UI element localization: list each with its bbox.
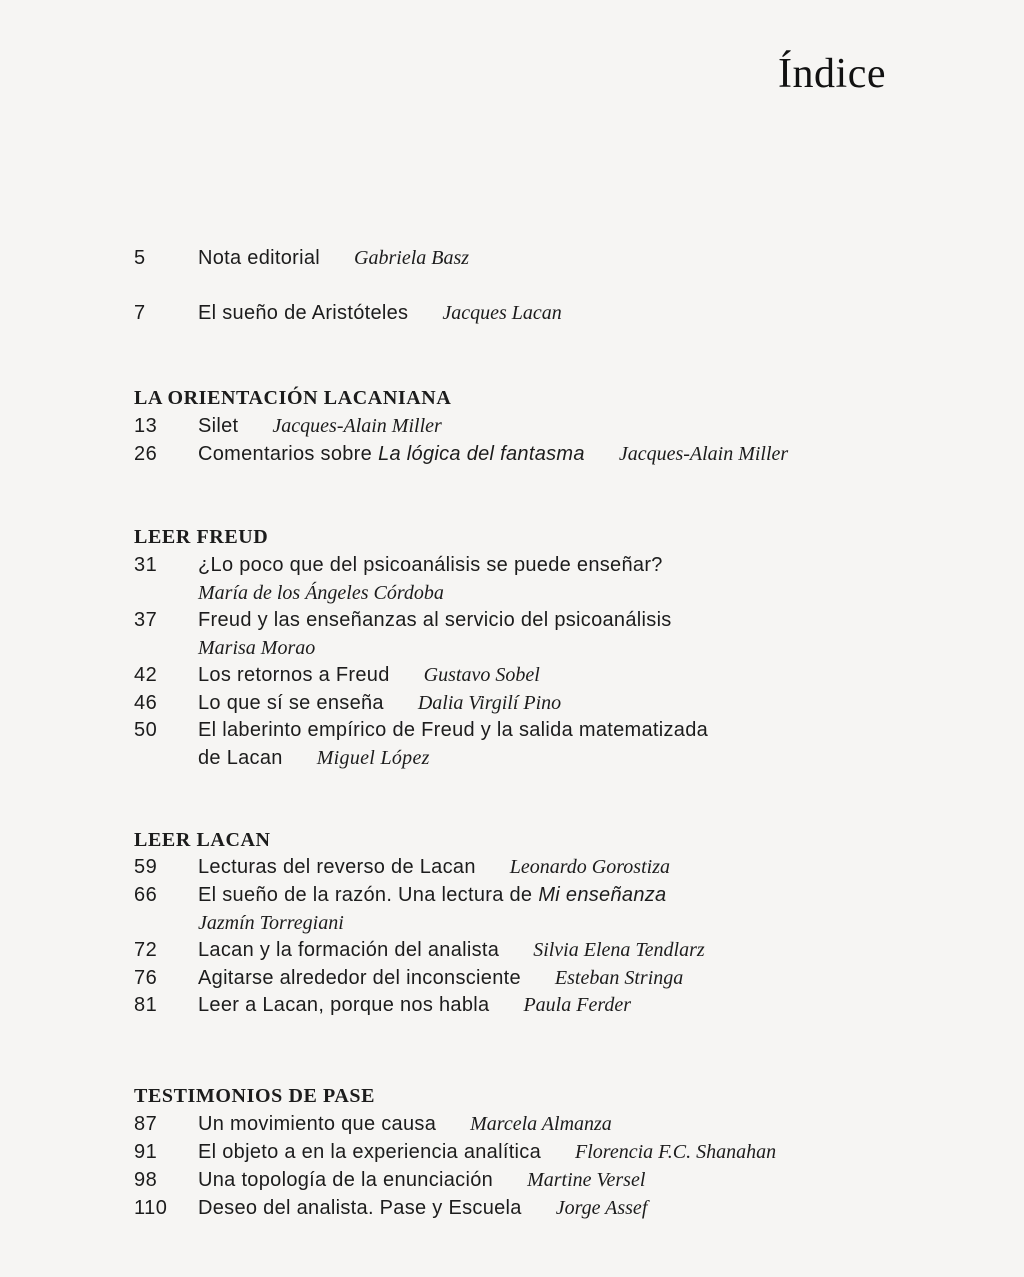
entry-title-italic: Mi enseñanza	[538, 884, 667, 906]
page-number: 46	[134, 692, 158, 714]
entry-author: Gustavo Sobel	[423, 664, 540, 686]
entry-author: Marcela Almanza	[470, 1113, 612, 1135]
entry-title: El sueño de la razón. Una lectura de	[198, 884, 533, 906]
entry-author: María de los Ángeles Córdoba	[198, 582, 444, 604]
toc-entry	[134, 716, 708, 744]
entry-title: Lacan y la formación del analista	[198, 939, 500, 961]
section-heading-leer-freud: LEER FREUD	[134, 526, 269, 548]
toc-entry	[134, 412, 442, 440]
section-heading-orientacion: LA ORIENTACIÓN LACANIANA	[134, 387, 452, 409]
entry-title: de Lacan	[198, 747, 283, 769]
page-number: 13	[134, 415, 158, 437]
page-number: 98	[134, 1169, 158, 1191]
toc-entry	[134, 661, 540, 689]
entry-title: ¿Lo poco que del psicoanálisis se puede enseñar?	[198, 554, 663, 576]
entry-title: El sueño de Aristóteles	[198, 302, 409, 324]
toc-entry	[134, 936, 705, 964]
entry-author: Jacques-Alain Miller	[272, 415, 442, 437]
toc-entry	[134, 440, 788, 468]
entry-title: Agitarse alrededor del inconsciente	[198, 967, 521, 989]
toc-entry	[134, 881, 666, 909]
toc-entry	[134, 1166, 645, 1194]
entry-title: Lo que sí se enseña	[198, 692, 384, 714]
toc-entry-nota-editorial	[134, 244, 469, 272]
entry-title: Silet	[198, 415, 239, 437]
toc-entry-sueno-aristoteles	[134, 299, 562, 327]
entry-title: Leer a Lacan, porque nos habla	[198, 994, 490, 1016]
toc-entry	[134, 606, 672, 634]
entry-author: Jazmín Torregiani	[198, 912, 344, 934]
page-number: 81	[134, 994, 158, 1016]
page-number: 31	[134, 554, 158, 576]
toc-entry	[134, 964, 683, 992]
page-number: 37	[134, 609, 158, 631]
toc-entry	[134, 1110, 612, 1138]
entry-author: Florencia F.C. Shanahan	[575, 1141, 777, 1163]
page-number: 66	[134, 884, 158, 906]
page-number: 76	[134, 967, 158, 989]
entry-author: Jacques-Alain Miller	[618, 443, 789, 465]
entry-title: Freud y las enseñanzas al servicio del psicoanálisis	[198, 609, 672, 631]
toc-entry	[134, 991, 631, 1019]
entry-title: Nota editorial	[198, 247, 321, 269]
entry-title: Comentarios sobre	[198, 443, 373, 465]
page-number: 110	[134, 1197, 168, 1219]
entry-title: El objeto a en la experiencia analítica	[198, 1141, 542, 1163]
entry-author: Leonardo Gorostiza	[509, 856, 670, 878]
entry-author: Silvia Elena Tendlarz	[533, 939, 705, 961]
entry-title: Lecturas del reverso de Lacan	[198, 856, 476, 878]
entry-author: Dalia Virgilí Pino	[417, 692, 562, 714]
toc-entry	[134, 853, 670, 881]
entry-author: Miguel López	[316, 747, 430, 769]
page-number: 50	[134, 719, 158, 741]
entry-title: Un movimiento que causa	[198, 1113, 437, 1135]
page-number: 42	[134, 664, 158, 686]
page-number: 26	[134, 443, 158, 465]
section-heading-leer-lacan: LEER LACAN	[134, 829, 271, 851]
page-number: 5	[134, 247, 146, 269]
entry-title: Una topología de la enunciación	[198, 1169, 494, 1191]
entry-title: El laberinto empírico de Freud y la salida matematizada	[198, 719, 709, 741]
page-title: Índice	[778, 51, 886, 97]
entry-title: Los retornos a Freud	[198, 664, 390, 686]
entry-author: Gabriela Basz	[354, 247, 470, 269]
entry-title: Deseo del analista. Pase y Escuela	[198, 1197, 522, 1219]
page-number: 72	[134, 939, 158, 961]
page-number: 91	[134, 1141, 158, 1163]
entry-title-continued	[198, 744, 430, 772]
section-heading-testimonios: TESTIMONIOS DE PASE	[134, 1085, 376, 1107]
entry-author: Martine Versel	[527, 1169, 646, 1191]
toc-entry	[134, 1194, 647, 1222]
entry-author: Jorge Assef	[555, 1197, 648, 1219]
page-number: 59	[134, 856, 158, 878]
entry-author: Esteban Stringa	[554, 967, 684, 989]
toc-entry	[134, 689, 561, 717]
page-number: 87	[134, 1113, 158, 1135]
entry-author: Jacques Lacan	[442, 302, 562, 324]
toc-entry	[134, 551, 663, 579]
entry-title-italic: La lógica del fantasma	[378, 443, 585, 465]
page-number: 7	[134, 302, 146, 324]
toc-entry	[134, 1138, 776, 1166]
entry-author: Marisa Morao	[198, 637, 316, 659]
entry-author: Paula Ferder	[523, 994, 632, 1016]
